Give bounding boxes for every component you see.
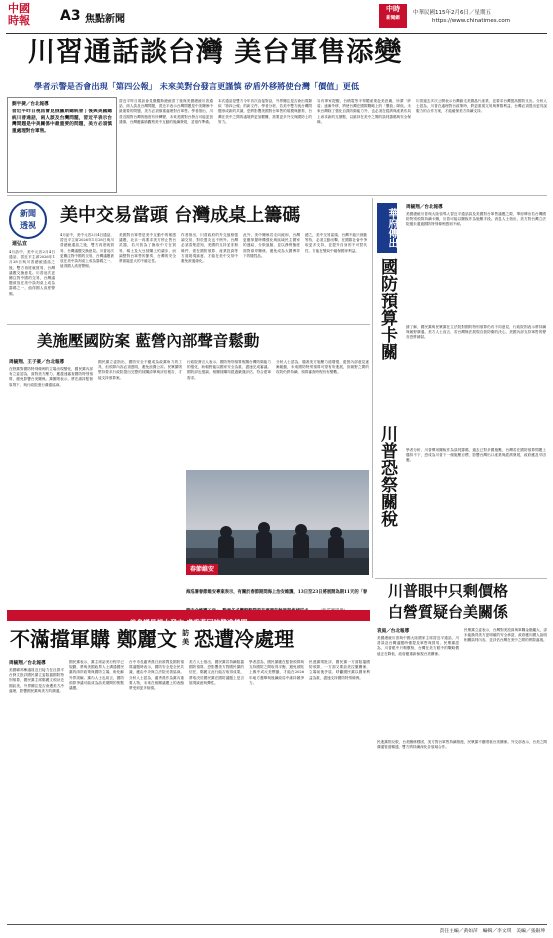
bottom-headline-part2: 恐遭冷處理 (194, 627, 295, 651)
lead-divider (7, 195, 547, 196)
right-top-kicker-text: 華府傳出 (386, 208, 397, 248)
lead-summary-box (7, 97, 117, 193)
analysis-column-0 (9, 250, 55, 321)
defense-column-2: 國民黨立委指出，國防安全不應成為政黨角力的工具，但預算內容必須透明，避免浪費公帑。民眾黨則堅持要求行政院提出完整的採購清單與評估報告，才能支持預算案。 (98, 360, 182, 380)
analysis-column-4: 此外，美中關係若走向緩和，台灣更應掌握時機強化與區域民主國家的連結，分散風險，並以務實態度面對兩岸關係，避免成為大國博弈下的犧牲品。 (243, 233, 300, 258)
lead-column-1: 習近平昨日視訊會見俄羅斯總統普丁後與美國總統川普通話，兩人談及台灣問題，習近平表示台灣問題是中美關係中最重要的問題，美方必須慎重處理對台軍售。學者指出，川普近期對台灣的態度有所轉變，未來美國對台發言可能更加謹慎，台灣應審慎觀察美中互動的後續發展，並預作準備。 (119, 99, 213, 124)
bottom-headline-part1: 不滿擋軍購 鄭麗文 (10, 627, 177, 651)
photo-caption-block (186, 578, 369, 606)
lead-summary-text: 習近平昨日視訊會見俄羅斯總統普丁後與美國總統川普通話，兩人談及台灣問題，習近平表示台灣問題是中美關係中最重要的問題，美方必須慎重處理對台軍售。 (12, 109, 112, 134)
right-top-column-3: 學者分析，川普慣用關稅作為談判籌碼，過去已對多國施壓，台灣若在國防預算問題上僵持不下，恐成為川普下一個施壓目標，影響台灣出口產業與經濟發展，政府應及早因應。 (406, 448, 546, 463)
bottom-column-2: 國民黨表示，黨主席訪美行程早已規劃，將與美國政界人士溝通國民黨的兩岸政策與國防立場，盼化解外界誤解。黨內人士也坦言，國防預算爭議可能成為訪美期間的焦點議題。 (69, 660, 124, 691)
section-name: 焦點新聞 (85, 14, 125, 25)
lead-headline: 川習通話談台灣 美台軍售添變 (28, 37, 403, 68)
china-times-logo (8, 3, 38, 31)
right-top-byline: 周毓翔／台北報導 (406, 205, 443, 210)
trump-column-3: 民進黨則反駁，台美關係穩固，美方對台軍售持續推進，民眾黨不應唱衰台美關係。外交部表示，台美之間溝通管道暢通，雙方將持續深化各領域合作。 (377, 740, 547, 750)
bottom-headline (10, 624, 294, 654)
bottom-column-1: 美國聯邦參議員近日接力在社群平台發文批評國民黨立委阻擋國防特別預算，國民黨主席鄭麗文預計近期訪美，外界關注是否會遭美方冷處理，影響國民黨與美方的溝通。 (9, 668, 64, 693)
photo-caption: 海巡署春節維安專案表示，有關於春節期間海上治安維護，13日至23日將展開為期11天的「春 (186, 590, 368, 595)
defense-column-3: 行政院發言人表示，國防特別預算攸關台灣防衛能力的強化，盼朝野能以國家安全為重，盡速完成審議。國防部也強調，相關採購均經過嚴謹評估，符合建軍需求。 (187, 360, 271, 380)
lead-column-4: 川普過去多次公開表示台灣偷走美國晶片產業，並要求台灣提高國防支出。分析人士認為，川普在處理對台政策時，將更重視交易與實際利益，台灣必須提出更具說服力的合作方案，才能確保美方持續支持。 (416, 99, 547, 114)
analysis-lead-text: 4月訪中，美中元首2月4日通話，習近平主席2026年1月28日與川普總統通話之後，雙方再度就貿易、台灣議題交換意見。川普這次更關注對中國的交易，台灣議題被放在美中談判桌上成為籌碼之一，值得國人高度警惕。 (9, 250, 55, 296)
lead-column-3: 另有專家提醒，台積電等半導體產業赴美設廠，所謂「矽盾」逐漸外移，將使台灣在國際戰略上的「價值」降低。未來台灣除了強化自我防衛能力外，也必須在經濟與產業布局上尋求新的支撐點，以維持在美中之間的談判籌碼與安全保障。 (317, 99, 411, 124)
analysis-column-3: 作者指出，川普政府的外交風格強調交易，對於盟友也不例外。台灣必須清楚認知，美國的支持並非無條件，需在國防預算、產業投資等方面展現誠意，才能在美中交易中避免被邊緣化。 (181, 233, 238, 264)
defense-column-4: 分析人士認為，隨著美方施壓力道增強，藍營內部意見逐漸鬆動，未來國防特別預算可望有所進展，但朝野之間的攻防仍將持續，預算審查時程仍有變數。 (276, 360, 369, 375)
bottom-headline-small (182, 629, 189, 647)
analysis-tag-line1: 新聞 (20, 209, 36, 218)
masthead-divider (6, 33, 547, 34)
defense-column-1: 在野黨對國防特別條例的立場出現變化，國民黨內部有立委認為，面對美方壓力，應盡速審查國防特別預算，避免影響台美關係。黨團則表示，將在維持監督原則下，與行政院進行溝通協商。 (9, 367, 93, 387)
right-top-headline-bottom: 川普恐祭關稅 (377, 425, 397, 527)
chinatimes-badge (379, 4, 407, 28)
analysis-headline: 美中交易當頭 台灣成桌上籌碼 (60, 205, 301, 226)
trump-headline-2: 白營質疑台美關係 (388, 603, 509, 621)
footer-divider (7, 924, 547, 925)
analysis-column-2: 美國對台軍售是美中互動中的敏感議題，北京一再要求美方停止售台武器，若川普為了換取中方在貿易、稀土及大豆採購上的讓步，而調整對台軍售的節奏，台灣的安全將面臨更大的不確定性。 (119, 233, 176, 264)
logo-top: 中國 (8, 2, 30, 15)
trump-column-2: 民眾黨立委表示，台灣對美投資與軍購金額龐大，卻未能換得美方更明確的安全承諾，政府應向國人說明相關談判內容，並評估台灣在美中之間的實際處境。 (464, 628, 547, 643)
defense-byline: 周毓翔、王子豪／台北報導 (9, 360, 65, 365)
right-top-headline-2 (377, 425, 397, 555)
right-top-kicker (377, 203, 397, 253)
bottom-kicker-bar (7, 610, 370, 627)
bottom-headline-small-bottom: 美 (182, 638, 190, 646)
analysis-tag-line2: 透視 (20, 221, 36, 230)
masthead (0, 0, 553, 34)
trump-byline: 袁庭／台北報導 (377, 629, 410, 634)
right-top-headline-1 (377, 258, 397, 408)
defense-headline: 美施壓國防案 藍營內部聲音鬆動 (37, 332, 260, 350)
chinatimes-badge-top: 中時 (386, 5, 400, 13)
bottom-headline-small-top: 訪 (182, 629, 190, 637)
analysis-column-1: 4月訪中，美中元首2月4日通話，習近平主席2026年1月28日與川普總統通話之後，雙方再度就貿易、台灣議題交換意見。川普這次更關注對中國的交易，台灣議題被放在美中談判桌上成為籌碼之一，值得國人高度警惕。 (60, 233, 114, 269)
bottom-column-5: 學者認為，國民黨應在監督預算與支持國防之間取得平衡，避免被貼上親中或反美標籤，才能在2026年地方選舉與後續政局中維持競爭力。 (249, 660, 304, 685)
bottom-byline: 周毓翔／台北報導 (9, 661, 46, 666)
analysis-column-5: 總之，美中交易當頭，台灣不能只被動等待，必須主動出擊，在國際社會中爭取更多支持，並提升自身的不可替代性，方能在變局中確保國家利益。 (305, 233, 367, 253)
section-code: A3 (60, 8, 81, 24)
right-top-column-2: 據了解，國民黨與民眾黨在立法院對國防特別預算仍有不同意見，行政院則表示將持續與朝野溝通。美方人士直言，若台灣無法展現自我防衛的決心，美國內部支持軍售的聲音恐將減弱。 (406, 325, 546, 340)
trump-headline-1: 川普眼中只剩價格 (388, 582, 509, 600)
lead-byline: 劉宇捷／台北報導 (12, 102, 49, 107)
chinatimes-badge-bottom: 新聞網 (386, 16, 400, 21)
right-column-divider (372, 198, 373, 578)
analysis-divider (7, 324, 370, 325)
bottom-kicker: 美參議員接力發文 盧秀燕回時難逃捲問 (129, 619, 248, 627)
issue-date: 中華民國115年2月6日／星期五 (413, 10, 491, 16)
coast-guard-photo-image (186, 470, 369, 575)
website-link[interactable]: https://www.chinatimes.com (432, 18, 511, 24)
lead-subheadline: 學者示警是否會出現「第四公報」 未來美對台發言更謹慎 矽盾外移將使台灣「價值」更低 (34, 81, 360, 91)
bottom-column-4: 美方人士指出，國民黨若持續阻擋國防預算，恐影響美方對國民黨的信任，鄭麗文此行能否取得成果，將取決於國民黨在國防議題上是否展現誠意與彈性。 (189, 660, 244, 685)
right-top-column-1: 美國總統川普與大陸領導人習近平通話談及美國對台軍售議題之際，華府傳出若台灣國防特別預算持續卡關，川普可能以關稅作為施壓手段。消息人士指出，美方對台灣立法院遲未通過國防特別條例感到不耐。 (406, 212, 546, 227)
coast-guard-photo (186, 470, 369, 575)
trump-divider (375, 578, 547, 579)
lead-column-2: 本次通話是雙方今年首次直接對話，外界關注是否會出現類似「第四公報」的新文件。學者分析，若美中雙方就台灣問題形成新的共識，恐將影響美國對台軍售的規模與節奏，台灣在美中之間的處境將更加艱難，需要更多外交與國防上的努力。 (218, 99, 312, 124)
news-analysis-badge (9, 201, 47, 239)
footer-credits: 責任主編／黃如萍 編輯／李文琪 美編／張銀坤 (439, 929, 545, 934)
bottom-column-6: 民進黨則批評，國民黨一方面阻擋國防預算，一方面又要訪美拉攏關係，立場前後矛盾，呼籲國民黨以國家利益為重，盡速支持國防特別條例。 (309, 660, 370, 680)
bottom-column-3: 台中市長盧秀燕日前被問及國防預算議題時表示，國防安全是全民共識，應由中央與立法院妥善協商。分析人士認為，盧秀燕作為黨內重要人物，未來在相關議題上的表態將受到更多檢視。 (129, 660, 184, 691)
right-top-headline-top: 國防預算卡關 (377, 258, 397, 360)
analysis-author: 連弘宜 (12, 241, 28, 247)
logo-bottom: 時報 (8, 14, 30, 27)
photo-label: 春節維安 (186, 564, 218, 575)
trump-column-1: 美國總統川普與中國大陸國家主席習近平通話，川普談及台灣議題時僅提及軍售與貿易，民眾黨認為，川普眼中只剩價格，台灣在美方眼中的戰略價值正在降低，政府應重新檢視台美關係。 (377, 636, 459, 656)
